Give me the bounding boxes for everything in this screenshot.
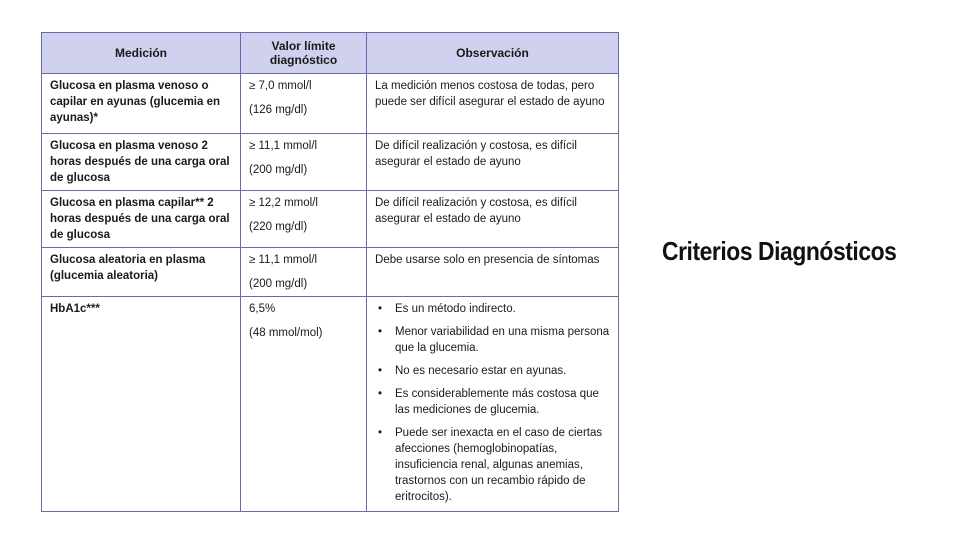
value-mmol: ≥ 12,2 mmol/l — [249, 197, 318, 209]
diagnostic-criteria-table — [41, 32, 619, 512]
observation-cell: De difícil realización y costosa, es difícil asegurar el estado de ayuno — [367, 134, 619, 191]
bullet-icon: • — [378, 365, 383, 377]
observation-cell — [367, 297, 619, 512]
list-item — [375, 425, 612, 505]
bullet-icon: • — [378, 388, 383, 400]
header-medicion: Medición — [42, 33, 241, 74]
table-header-row — [42, 33, 619, 74]
header-observacion: Observación — [367, 33, 619, 74]
value-mg: (200 mg/dl) — [249, 164, 308, 176]
measurement-cell: Glucosa en plasma venoso 2 horas después de una carga oral de glucosa — [42, 134, 241, 191]
measurement-cell: Glucosa en plasma venoso o capilar en ayunas (glucemia en ayunas)* — [42, 74, 241, 134]
value-cell — [241, 248, 367, 297]
observation-bullet-list — [375, 301, 612, 505]
header-valor-limite: Valor límite diagnóstico — [241, 33, 367, 74]
bullet-icon: • — [378, 326, 383, 338]
list-item — [375, 301, 612, 317]
measurement-cell: Glucosa aleatoria en plasma (glucemia aleatoria) — [42, 248, 241, 297]
table-row — [42, 134, 619, 191]
value-cell — [241, 297, 367, 512]
bullet-text: Menor variabilidad en una misma persona que la glucemia. — [395, 326, 610, 354]
bullet-text: Puede ser inexacta en el caso de ciertas afecciones (hemoglobinopatías, insuficiencia renal, algunas anemias, trastornos con un recambio rápido de eritrocitos). — [395, 427, 603, 503]
table-row — [42, 74, 619, 134]
value-mmol: ≥ 11,1 mmol/l — [249, 254, 318, 266]
bullet-text: Es considerablemente más costosa que las mediciones de glucemia. — [395, 388, 599, 416]
value-cell — [241, 74, 367, 134]
value-cell — [241, 134, 367, 191]
measurement-cell: HbA1c*** — [42, 297, 241, 512]
bullet-icon: • — [378, 303, 383, 315]
observation-cell: De difícil realización y costosa, es difícil asegurar el estado de ayuno — [367, 191, 619, 248]
measurement-cell: Glucosa en plasma capilar** 2 horas después de una carga oral de glucosa — [42, 191, 241, 248]
bullet-text: Es un método indirecto. — [395, 303, 516, 315]
list-item — [375, 324, 612, 356]
diagnostic-criteria-table-wrapper — [41, 32, 618, 512]
value-mg: (220 mg/dl) — [249, 221, 308, 233]
observation-cell: Debe usarse solo en presencia de síntomas — [367, 248, 619, 297]
value-mmol: ≥ 11,1 mmol/l — [249, 140, 318, 152]
list-item — [375, 363, 612, 379]
table-row — [42, 248, 619, 297]
table-row — [42, 297, 619, 512]
table-row — [42, 191, 619, 248]
value-mg: (126 mg/dl) — [249, 104, 308, 116]
value-mmol: ≥ 7,0 mmol/l — [249, 80, 312, 92]
value-percent: 6,5% — [249, 303, 276, 315]
slide-title: Criterios Diagnósticos — [662, 236, 897, 266]
value-mmol-mol: (48 mmol/mol) — [249, 327, 323, 339]
bullet-text: No es necesario estar en ayunas. — [395, 365, 567, 377]
list-item — [375, 386, 612, 418]
bullet-icon: • — [378, 427, 383, 439]
value-cell — [241, 191, 367, 248]
value-mg: (200 mg/dl) — [249, 278, 308, 290]
observation-cell: La medición menos costosa de todas, pero puede ser difícil asegurar el estado de ayuno — [367, 74, 619, 134]
